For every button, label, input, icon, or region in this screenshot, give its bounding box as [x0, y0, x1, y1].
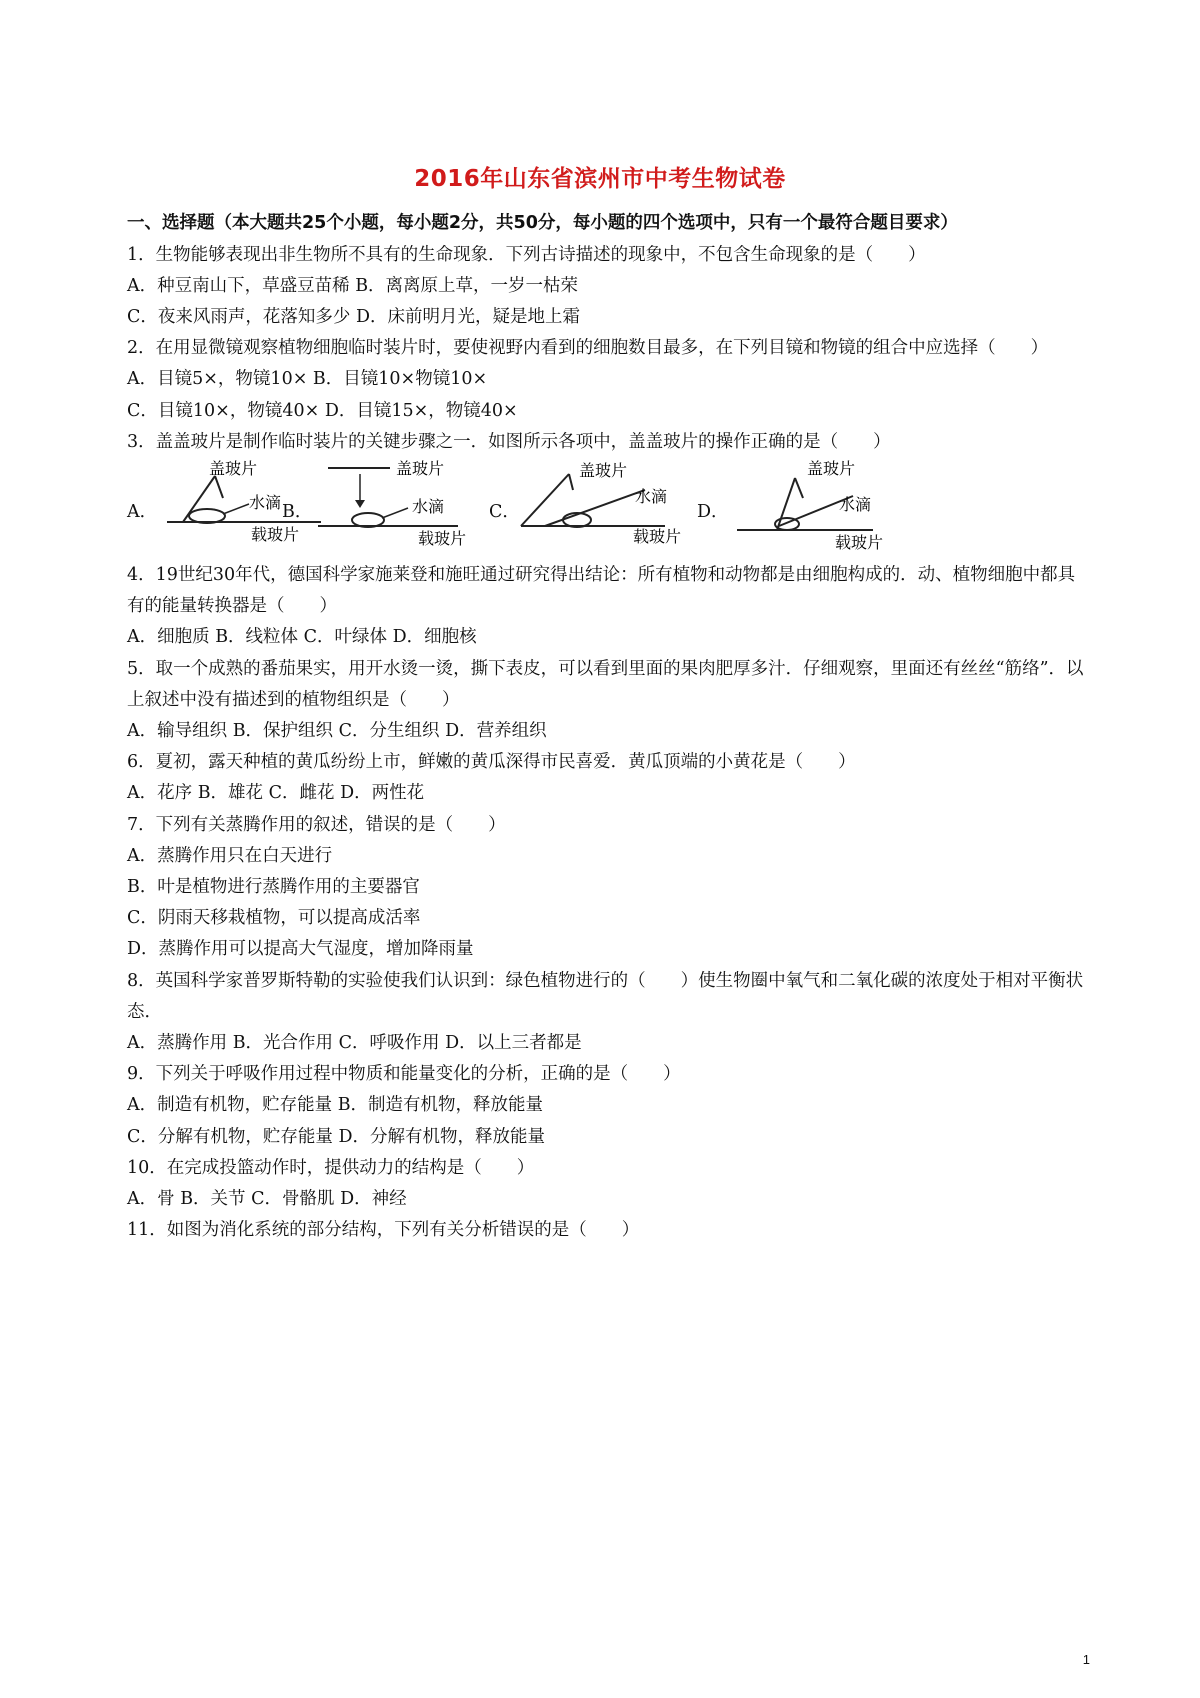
q3-diagram-d — [723, 460, 901, 552]
q3a-cover-slip-text: 盖玻片 — [209, 459, 258, 478]
q7-option-d: D．蒸腾作用可以提高大气湿度，增加降雨量 — [127, 939, 474, 960]
q3-label-c: C． — [489, 501, 520, 522]
q8-stem: 8．英国科学家普罗斯特勒的实验使我们认识到：绿色植物进行的（ ）使生物圈中氧气和二氧化碳的浓度处于相对平衡状态． — [127, 970, 1084, 1022]
q3b-cover-slip-text: 盖玻片 — [396, 459, 445, 478]
q1-stem: 1．生物能够表现出非生物所不具有的生命现象．下列古诗描述的现象中，不包含生命现象的是（ ） — [127, 244, 926, 265]
exam-content — [127, 208, 1087, 1246]
q3-diagram-b — [308, 460, 486, 552]
q5-stem: 5．取一个成熟的番茄果实，用开水烫一烫，撕下表皮，可以看到里面的果肉肥厚多汁．仔细观察，里面还有丝丝“筋络”．以上叙述中没有描述到的植物组织是（ ） — [127, 658, 1084, 710]
q3d-slide-text: 载玻片 — [835, 532, 884, 552]
q10-stem: 10．在完成投篮动作时，提供动力的结构是（ ） — [127, 1157, 535, 1178]
q3-label-b: B． — [282, 501, 313, 522]
q6-stem: 6．夏初，露天种植的黄瓜纷纷上市，鲜嫩的黄瓜深得市民喜爱．黄瓜顶端的小黄花是（ ） — [127, 752, 856, 773]
q3d-cover-slip-text: 盖玻片 — [807, 459, 856, 478]
q3-diagram-c — [515, 460, 693, 552]
q9-stem: 9．下列关于呼吸作用过程中物质和能量变化的分析，正确的是（ ） — [127, 1064, 681, 1085]
q3-label-d: D． — [697, 501, 729, 522]
q11-stem: 11．如图为消化系统的部分结构，下列有关分析错误的是（ ） — [127, 1220, 640, 1241]
q2-options-cd: C．目镜10×，物镜40× D．目镜15×，物镜40× — [127, 400, 518, 421]
q7-stem: 7．下列有关蒸腾作用的叙述，错误的是（ ） — [127, 814, 506, 835]
q3a-slide-text: 载玻片 — [251, 524, 300, 544]
page-number: 1 — [1082, 1652, 1090, 1667]
q4-stem: 4．19世纪30年代，德国科学家施莱登和施旺通过研究得出结论：所有植物和动物都是由细胞构成的．动、植物细胞中都具有的能量转换器是（ ） — [127, 564, 1076, 617]
q1-options-cd: C．夜来风雨声，花落知多少 D．床前明月光，疑是地上霜 — [127, 306, 580, 327]
q9-options-ab: A．制造有机物，贮存能量 B．制造有机物，释放能量 — [127, 1095, 544, 1116]
q3-figure-row — [127, 460, 1087, 552]
exam-title: 2016年山东省滨州市中考生物试卷 — [414, 166, 786, 192]
q4-options: A．细胞质 B．线粒体 C．叶绿体 D．细胞核 — [127, 627, 477, 648]
q10-options: A．骨 B．关节 C．骨骼肌 D．神经 — [127, 1188, 407, 1209]
q9-options-cd: C．分解有机物，贮存能量 D．分解有机物，释放能量 — [127, 1126, 545, 1147]
q3c-water-drop-text: 水滴 — [635, 486, 668, 506]
q3a-water-drop-text: 水滴 — [249, 492, 282, 512]
q3b-slide-text: 载玻片 — [418, 528, 467, 548]
q7-option-c: C．阴雨天移栽植物，可以提高成活率 — [127, 908, 421, 929]
q6-options: A．花序 B．雄花 C．雌花 D．两性花 — [127, 783, 425, 804]
q3d-water-drop-text: 水滴 — [839, 494, 872, 514]
q3-stem: 3．盖盖玻片是制作临时装片的关键步骤之一．如图所示各项中，盖盖玻片的操作正确的是（ ） — [127, 431, 891, 452]
q3-option-d — [697, 460, 927, 552]
q3-option-b — [282, 460, 512, 552]
q3-option-c — [489, 460, 719, 552]
q3b-water-drop-text: 水滴 — [412, 496, 445, 516]
q2-options-ab: A．目镜5×，物镜10× B．目镜10×物镜10× — [127, 369, 488, 390]
q8-options: A．蒸腾作用 B．光合作用 C．呼吸作用 D．以上三者都是 — [127, 1032, 582, 1053]
q7-option-b: B．叶是植物进行蒸腾作用的主要器官 — [127, 876, 420, 897]
q2-stem: 2．在用显微镜观察植物细胞临时装片时，要使视野内看到的细胞数目最多，在下列目镜和物镜的组合中应选择（ ） — [127, 338, 1049, 359]
q7-option-a: A．蒸腾作用只在白天进行 — [127, 845, 333, 866]
q3c-slide-text: 载玻片 — [633, 526, 682, 546]
q3-label-a: A． — [127, 501, 158, 522]
q1-options-ab: A．种豆南山下，草盛豆苗稀 B．离离原上草，一岁一枯荣 — [127, 275, 579, 296]
section-heading: 一、选择题（本大题共25个小题，每小题2分，共50分，每小题的四个选项中，只有一个最符合题目要求） — [127, 213, 958, 233]
q3c-cover-slip-text: 盖玻片 — [579, 460, 628, 480]
q5-options: A．输导组织 B．保护组织 C．分生组织 D．营养组织 — [127, 720, 547, 741]
